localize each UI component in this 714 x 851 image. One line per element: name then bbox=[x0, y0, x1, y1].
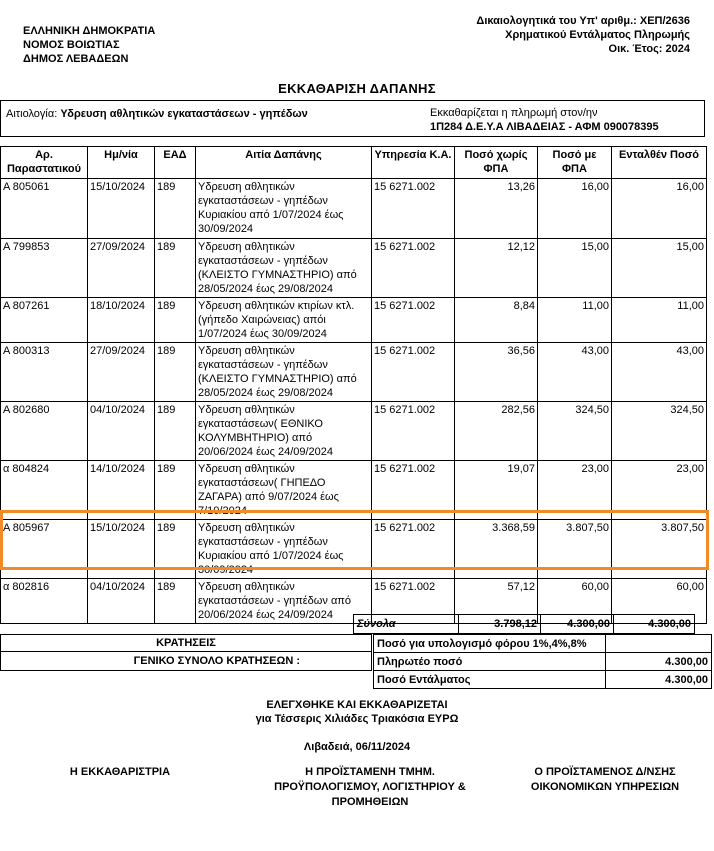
doc-number: Α 800313 bbox=[1, 343, 88, 402]
expense-description: Υδρευση αθλητικών εγκαταστάσεων( ΓΗΠΕΔΟ ΖΑΓΑΡΑ) από 9/07/2024 έως 7/10/2024 bbox=[196, 461, 372, 520]
signatory-line: Η ΠΡΟΪΣΤΑΜΕΝΗ ΤΜΗΜ. bbox=[305, 766, 435, 778]
issuer-line: ΔΗΜΟΣ ΛΕΒΑΔΕΩΝ bbox=[23, 53, 129, 65]
service-code: 15 6271.002 bbox=[372, 461, 455, 520]
ead-code: 189 bbox=[155, 239, 196, 298]
totals-table bbox=[353, 614, 695, 634]
service-code: 15 6271.002 bbox=[372, 179, 455, 239]
warrant-number: Δικαιολογητικά του Υπ' αριθμ.: ΧΕΠ/2636 bbox=[476, 15, 690, 27]
summary-table bbox=[373, 634, 712, 689]
paid-amount: 60,00 bbox=[612, 579, 707, 624]
summary-row bbox=[374, 653, 712, 671]
service-code: 15 6271.002 bbox=[372, 239, 455, 298]
summary-value: 4.300,00 bbox=[606, 671, 712, 689]
gross-amount: 324,50 bbox=[538, 402, 612, 461]
net-amount: 3.368,59 bbox=[455, 520, 538, 579]
table-row bbox=[1, 520, 707, 579]
doc-date: 14/10/2024 bbox=[88, 461, 155, 520]
table-row bbox=[1, 179, 707, 239]
col-header-doc: Αρ. Παραστατικού bbox=[1, 147, 88, 179]
place-date: Λιβαδειά, 06/11/2024 bbox=[303, 741, 411, 753]
doc-date: 27/09/2024 bbox=[88, 239, 155, 298]
doc-date: 27/09/2024 bbox=[88, 343, 155, 402]
expense-description: Υδρευση αθλητικών εγκαταστάσεων - γηπέδων Κυριακίου από 1/07/2024 έως 30/09/2024 bbox=[196, 520, 372, 579]
summary-label: Πληρωτέο ποσό bbox=[374, 653, 606, 671]
paid-amount: 324,50 bbox=[612, 402, 707, 461]
signatory-line: ΠΡΟΫΠΟΛΟΓΙΣΜΟΥ, ΛΟΓΙΣΤΗΡΙΟΥ & bbox=[274, 781, 466, 793]
expense-table bbox=[0, 146, 707, 624]
doc-date: 15/10/2024 bbox=[88, 520, 155, 579]
net-amount: 282,56 bbox=[455, 402, 538, 461]
col-header-desc: Αιτία Δαπάνης bbox=[196, 147, 372, 179]
table-row bbox=[1, 402, 707, 461]
service-code: 15 6271.002 bbox=[372, 343, 455, 402]
issuer-line: ΝΟΜΟΣ ΒΟΙΩΤΙΑΣ bbox=[23, 39, 120, 51]
page-title: ΕΚΚΑΘΑΡΙΣΗ ΔΑΠΑΝΗΣ bbox=[278, 81, 436, 96]
ead-code: 189 bbox=[155, 461, 196, 520]
payee-label: Εκκαθαρίζεται η πληρωμή στον/ην bbox=[430, 107, 598, 119]
doc-date: 04/10/2024 bbox=[88, 402, 155, 461]
doc-number: α 802816 bbox=[1, 579, 88, 624]
service-code: 15 6271.002 bbox=[372, 402, 455, 461]
doc-date: 18/10/2024 bbox=[88, 298, 155, 343]
expense-description: Υδρευση αθλητικών εγκαταστάσεων - γηπέδων από 20/06/2024 έως 24/09/2024 bbox=[196, 579, 372, 624]
gross-amount: 23,00 bbox=[538, 461, 612, 520]
deductions-total-label: ΓΕΝΙΚΟ ΣΥΝΟΛΟ ΚΡΑΤΗΣΕΩΝ : bbox=[133, 655, 300, 667]
service-code: 15 6271.002 bbox=[372, 520, 455, 579]
doc-number: Α 807261 bbox=[1, 298, 88, 343]
checked-statement: ΕΛΕΓΧΘΗΚΕ ΚΑΙ ΕΚΚΑΘΑΡΙΖΕΤΑΙ bbox=[266, 699, 448, 711]
totals-net: 3.798,12 bbox=[459, 615, 541, 634]
summary-label: Ποσό για υπολογισμό φόρου 1%,4%,8% bbox=[374, 635, 606, 653]
doc-number: Α 802680 bbox=[1, 402, 88, 461]
table-row bbox=[1, 298, 707, 343]
col-header-ead: ΕΑΔ bbox=[155, 147, 196, 179]
summary-row bbox=[374, 635, 712, 653]
paid-amount: 11,00 bbox=[612, 298, 707, 343]
ead-code: 189 bbox=[155, 298, 196, 343]
service-code: 15 6271.002 bbox=[372, 298, 455, 343]
paid-amount: 3.807,50 bbox=[612, 520, 707, 579]
paid-amount: 15,00 bbox=[612, 239, 707, 298]
table-row bbox=[1, 461, 707, 520]
signatory-head-budget bbox=[240, 765, 500, 810]
col-header-date: Ημ/νία bbox=[88, 147, 155, 179]
ead-code: 189 bbox=[155, 402, 196, 461]
doc-number: Α 805967 bbox=[1, 520, 88, 579]
col-header-paid: Ενταλθέν Ποσό bbox=[612, 147, 707, 179]
col-header-ka: Υπηρεσία Κ.Α. bbox=[372, 147, 455, 179]
fiscal-year: Οικ. Έτος: 2024 bbox=[608, 43, 690, 55]
service-code: 15 6271.002 bbox=[372, 579, 455, 624]
totals-paid: 4.300,00 bbox=[614, 615, 695, 634]
paid-amount: 16,00 bbox=[612, 179, 707, 239]
summary-row bbox=[374, 671, 712, 689]
signatory-line: Η ΕΚΚΑΘΑΡΙΣΤΡΙΑ bbox=[69, 766, 171, 778]
col-header-gross: Ποσό με ΦΠΑ bbox=[538, 147, 612, 179]
expense-description: Υδρευση αθλητικών εγκαταστάσεων - γηπέδων Κυριακίου από 1/07/2024 έως 30/09/2024 bbox=[196, 179, 372, 239]
expense-description: Υδρευση αθλητικών εγκαταστάσεων( ΕΘΝΙΚΟ ΚΟΛΥΜΒΗΤΗΡΙΟ) από 20/06/2024 έως 24/09/2024 bbox=[196, 402, 372, 461]
signatory-clearer bbox=[40, 765, 200, 780]
signatory-line: Ο ΠΡΟΪΣΤΑΜΕΝΟΣ Δ/ΝΣΗΣ bbox=[534, 766, 676, 778]
paid-amount: 23,00 bbox=[612, 461, 707, 520]
expense-description: Υδρευση αθλητικών κτιρίων κτλ. (γήπεδο Χαιρώνειας) απόι 1/07/2024 έως 30/09/2024 bbox=[196, 298, 372, 343]
net-amount: 57,12 bbox=[455, 579, 538, 624]
deductions-title: ΚΡΑΤΗΣΕΙΣ bbox=[156, 637, 216, 649]
net-amount: 8,84 bbox=[455, 298, 538, 343]
ead-code: 189 bbox=[155, 343, 196, 402]
gross-amount: 15,00 bbox=[538, 239, 612, 298]
net-amount: 12,12 bbox=[455, 239, 538, 298]
warrant-reference-block bbox=[440, 14, 690, 56]
issuer-block bbox=[23, 24, 155, 66]
paid-amount: 43,00 bbox=[612, 343, 707, 402]
doc-date: 15/10/2024 bbox=[88, 179, 155, 239]
totals-label: Σύνολα bbox=[354, 615, 459, 634]
table-row bbox=[1, 343, 707, 402]
warrant-type: Χρηματικού Εντάλματος Πληρωμής bbox=[505, 29, 690, 41]
gross-amount: 3.807,50 bbox=[538, 520, 612, 579]
ead-code: 189 bbox=[155, 179, 196, 239]
payee-value: 1Π284 Δ.Ε.Υ.Α ΛΙΒΑΔΕΙΑΣ - ΑΦΜ 090078395 bbox=[430, 121, 659, 133]
summary-value bbox=[606, 635, 712, 653]
gross-amount: 60,00 bbox=[538, 579, 612, 624]
issuer-line: ΕΛΛΗΝΙΚΗ ΔΗΜΟΚΡΑΤΙΑ bbox=[23, 25, 156, 37]
signatory-line: ΠΡΟΜΗΘΕΙΩΝ bbox=[331, 796, 409, 808]
doc-date: 04/10/2024 bbox=[88, 579, 155, 624]
expense-description: Υδρευση αθλητικών εγκαταστάσεων - γηπέδων (ΚΛΕΙΣΤΟ ΓΥΜΝΑΣΤΗΡΙΟ) από 28/05/2024 έως 29/08/2024 bbox=[196, 239, 372, 298]
signatory-director bbox=[505, 765, 705, 795]
doc-number: Α 799853 bbox=[1, 239, 88, 298]
ead-code: 189 bbox=[155, 579, 196, 624]
net-amount: 19,07 bbox=[455, 461, 538, 520]
table-row bbox=[1, 239, 707, 298]
net-amount: 13,26 bbox=[455, 179, 538, 239]
gross-amount: 43,00 bbox=[538, 343, 612, 402]
reason-text bbox=[6, 108, 308, 120]
gross-amount: 11,00 bbox=[538, 298, 612, 343]
doc-number: α 804824 bbox=[1, 461, 88, 520]
col-header-net: Ποσό χωρίς ΦΠΑ bbox=[455, 147, 538, 179]
reason-value: Υδρευση αθλητικών εγκαταστάσεων - γηπέδων bbox=[60, 108, 308, 120]
summary-value: 4.300,00 bbox=[606, 653, 712, 671]
signatory-line: ΟΙΚΟΝΟΜΙΚΩΝ ΥΠΗΡΕΣΙΩΝ bbox=[530, 781, 680, 793]
gross-amount: 16,00 bbox=[538, 179, 612, 239]
doc-number: Α 805061 bbox=[1, 179, 88, 239]
net-amount: 36,56 bbox=[455, 343, 538, 402]
reason-label: Αιτιολογία: bbox=[6, 108, 58, 120]
ead-code: 189 bbox=[155, 520, 196, 579]
totals-gross: 4.300,00 bbox=[541, 615, 614, 634]
table-header-row bbox=[1, 147, 707, 179]
summary-label: Ποσό Εντάλματος bbox=[374, 671, 606, 689]
amount-in-words: για Τέσσερις Χιλιάδες Τριακόσια ΕΥΡΩ bbox=[255, 713, 459, 725]
expense-description: Υδρευση αθλητικών εγκαταστάσεων - γηπέδων (ΚΛΕΙΣΤΟ ΓΥΜΝΑΣΤΗΡΙΟ) από 28/05/2024 έως 29/08/2024 bbox=[196, 343, 372, 402]
